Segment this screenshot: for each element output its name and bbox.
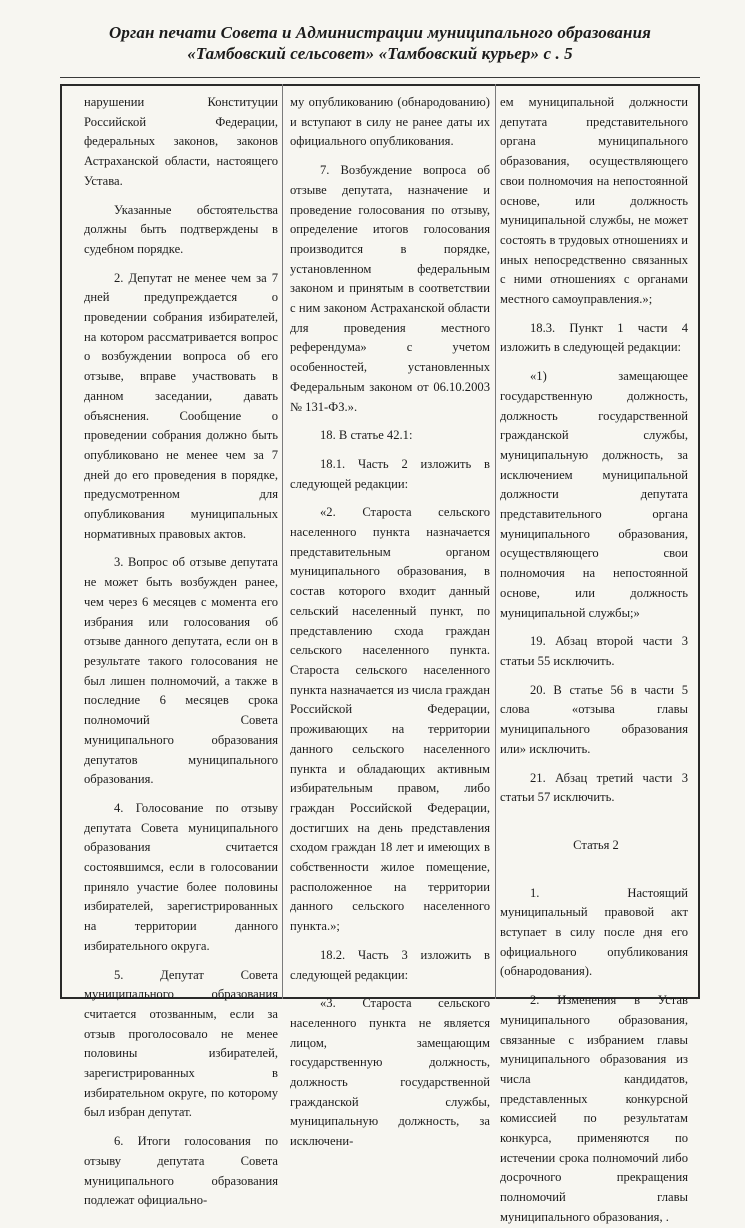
paragraph: «2. Староста сельского населенного пункта назначается представительным органом муниципального образования, в состав которого входит данный сельский населенный пункт, по представлению схода граждан сельского населенного пункта. Староста сельского населенного пункта назначается из числа граждан Российской Федерации, проживающих на территории данного сельского населенного пункта и обладающих активным избирательным правом, либо граждан Российской Федерации, достигших на день представления сходом граждан 18 лет и имеющих в собственности жилое помещение, расположенное на территории данного сельского населенного пункта.»; <box>290 505 490 934</box>
paragraph: му опубликованию (обнародованию) и вступают в силу не ранее даты их официального опубликования. <box>290 95 490 149</box>
column-1 <box>84 93 278 1211</box>
paragraph: 3. Вопрос об отзыве депутата не может быть возбужден ранее, чем через 6 месяцев с момента его избрания или голосования об отзыве данного депутата, если он в результате такого голосования не был лишен полномочий, а также в последние 6 месяцев срока полномочий Совета муниципального образования депутатов муниципального образования. <box>84 555 278 787</box>
paragraph: 18.3. Пункт 1 части 4 изложить в следующей редакции: <box>500 320 688 355</box>
paragraph: 5. Депутат Совета муниципального образования считается отозванным, если за отзыв проголосовало не менее половины избирателей, зарегистрированных в избирательном округе, по которому был избран депутат. <box>84 967 278 1120</box>
paragraph: «3. Староста сельского населенного пункта не является лицом, замещающим государственную должность, должность государственной гражданской службы, муниципальную должность, за исключени- <box>290 996 490 1149</box>
column-divider-1 <box>282 84 283 999</box>
masthead-line-1: Орган печати Совета и Администрации муниципального образования <box>109 23 651 42</box>
paragraph: 21. Абзац третий части 3 статьи 57 исключить. <box>500 770 688 805</box>
paragraph: 18.1. Часть 2 изложить в следующей редакции: <box>290 456 490 491</box>
paragraph: 6. Итоги голосования по отзыву депутата Совета муниципального образования подлежат официально- <box>84 1134 278 1208</box>
paragraph: нарушении Конституции Российской Федерации, федеральных законов, законов Астраханской области, настоящего Устава. <box>84 95 278 188</box>
paragraph: 7. Возбуждение вопроса об отзыве депутата, назначение и проведение голосования по отзыву, определение итогов голосования производится в порядке, установленном федеральным законом и принятым в соответствии с ним законом Астраханской области для проведения местного референдума» с учетом особенностей, установленных Федеральным законом от 06.10.2003 № 131-ФЗ.». <box>290 163 490 414</box>
masthead-line-2: «Тамбовский сельсовет» «Тамбовский курьер» с . 5 <box>187 44 573 63</box>
column-3 <box>500 93 688 1228</box>
column-divider-2 <box>495 84 496 999</box>
paragraph: ем муниципальной должности депутата представительного органа муниципального образования, осуществляющего свои полномочия на непостоянной основе, или должность муниципальной службы, не может состоять в трудовых отношениях и иных непосредственно связанных с ними отношениях с органами местного самоуправления.»; <box>500 95 688 307</box>
paragraph: 1. Настоящий муниципальный правовой акт вступает в силу после дня его официального опубликования (обнародования). <box>500 885 688 979</box>
header-rule <box>60 77 700 78</box>
paragraph: 19. Абзац второй части 3 статьи 55 исключить. <box>500 634 688 668</box>
paragraph: 20. В статье 56 в части 5 слова «отзыва главы муниципального образования или» исключить. <box>500 682 688 756</box>
paragraph: 18. В статье 42.1: <box>320 428 413 443</box>
paragraph: 2. Депутат не менее чем за 7 дней предупреждается о проведении собрания избирателей, на котором рассматривается вопрос о возбуждении вопроса об его отзыве, вправе участвовать в данном заседании, давать объяснения. Сообщение о проведении собрания должно быть опубликовано не менее чем за 7 дней до его проведения в порядке, предусмотренном для опубликования муниципальных нормативных правовых актов. <box>84 270 278 541</box>
paragraph: 18.2. Часть 3 изложить в следующей редакции: <box>290 947 490 982</box>
paragraph: «1) замещающее государственную должность, должность государственной гражданской службы, муниципальную должность, за исключением муниципальной должности депутата представительного органа муниципального образования, осуществляющего свои полномочия на непостоянной основе, или должность муниципальной службы;» <box>500 369 688 620</box>
article-heading: Статья 2 <box>573 837 619 852</box>
column-2 <box>290 93 490 1152</box>
paragraph: 4. Голосование по отзыву депутата Совета муниципального образования считается состоявшимся, если в голосовании приняло участие более половины избирателей, зарегистрированных на территории данного избирательного округа. <box>84 800 278 953</box>
masthead <box>60 22 700 64</box>
paragraph: 2. Изменения в Устав муниципального образования, связанные с избранием главы муниципального образования из числа кандидатов, представленных конкурсной комиссией по результатам конкурса, применяются по истечении срока полномочий либо досрочного прекращения полномочий главы муниципального образования, . <box>500 993 688 1224</box>
paragraph: Указанные обстоятельства должны быть подтверждены в судебном порядке. <box>84 202 278 256</box>
